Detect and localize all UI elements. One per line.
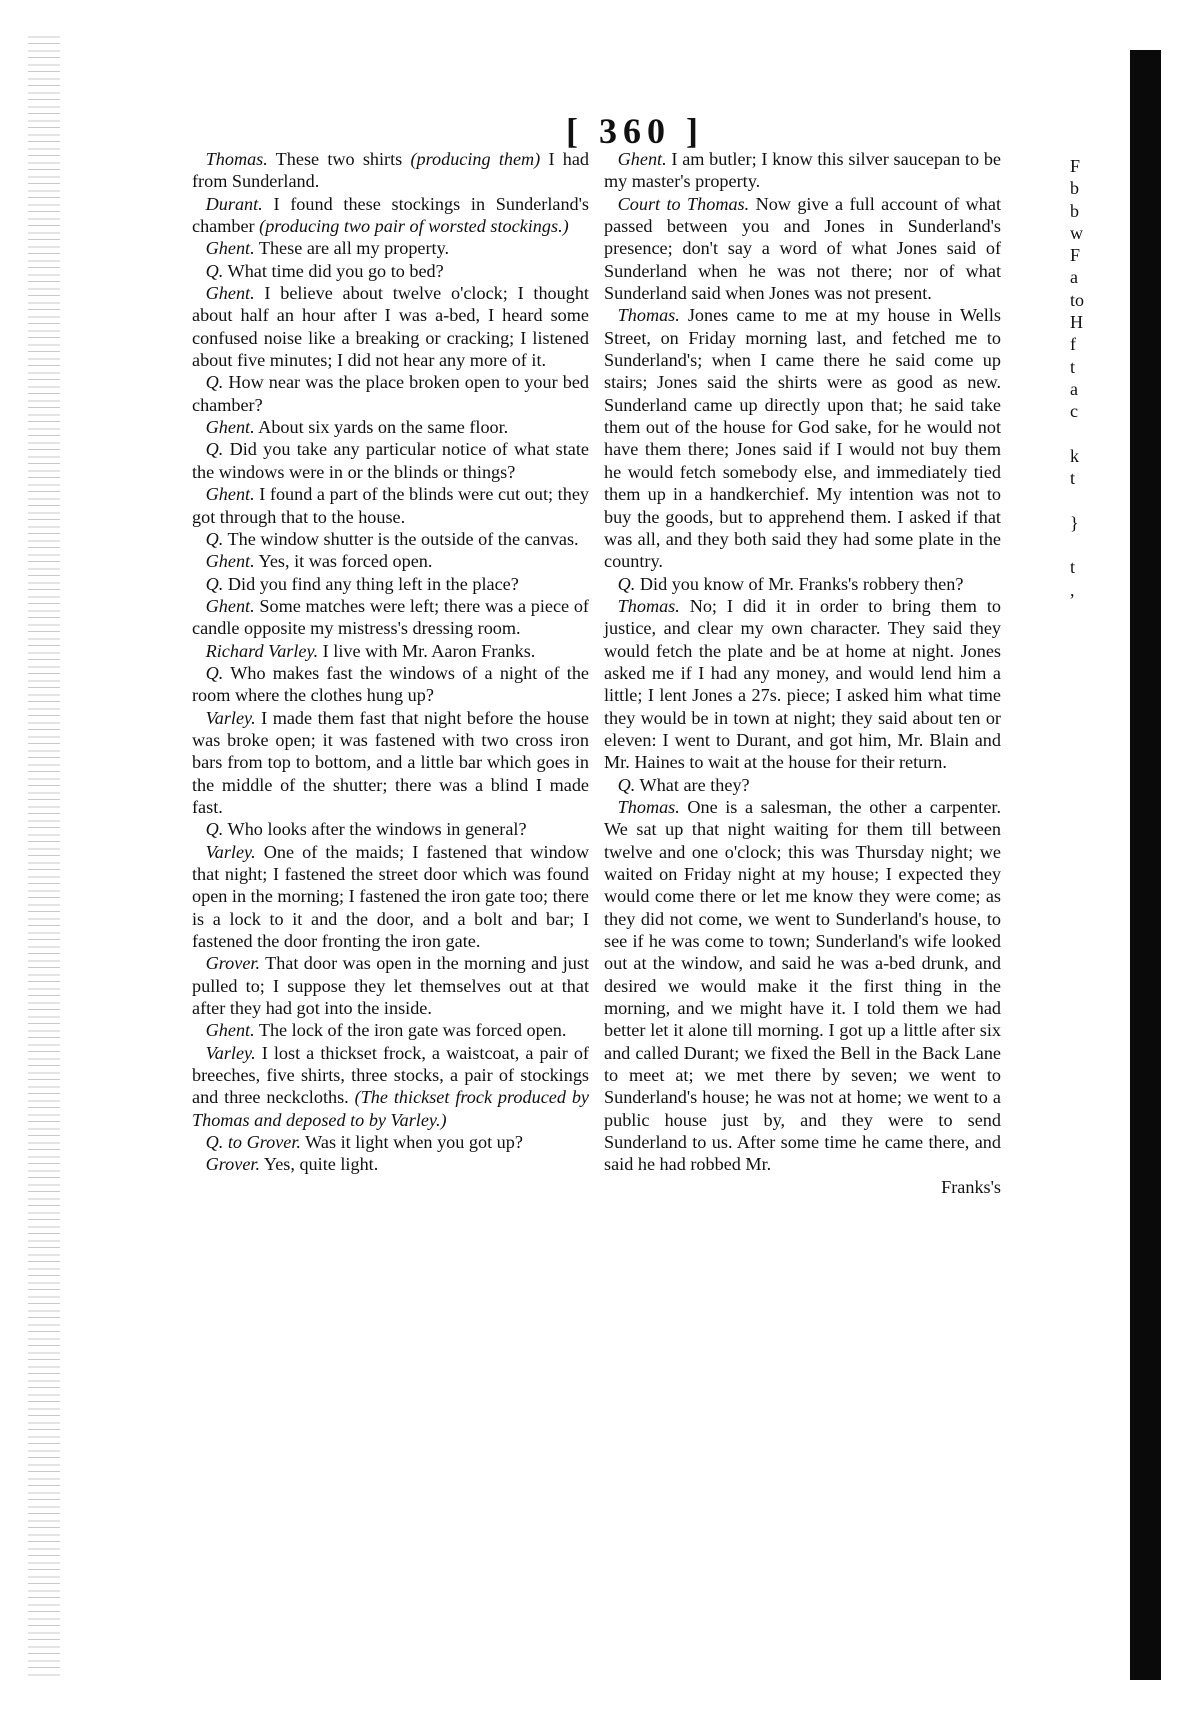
testimony-paragraph (604, 148, 1001, 193)
testimony-paragraph (192, 640, 589, 662)
testimony-paragraph (192, 237, 589, 259)
speaker-name: Ghent. (205, 238, 255, 259)
bleed-letter: } (1070, 512, 1079, 533)
testimony-text: I am butler; I know this silver saucepan to be my master's property. (604, 149, 1001, 192)
testimony-text: The window shutter is the outside of the canvas. (223, 528, 579, 549)
speaker-name: Ghent. (205, 484, 255, 505)
testimony-text: Did you take any particular notice of what state the windows were in or the blinds or things? (192, 439, 589, 482)
speaker-name: Varley. (205, 1042, 256, 1063)
testimony-text: I found these stockings in Sunderland's chamber (192, 193, 589, 237)
scan-left-edge (28, 30, 60, 1680)
page-number: [ 360 ] (566, 111, 704, 151)
testimony-paragraph (192, 1042, 589, 1131)
testimony-text: I believe about twelve o'clock; I thought about half an hour after I was a-bed, I heard some confused noise like a breaking or cracking; I listened about five minutes; I did not hear any more of it. (192, 283, 589, 371)
bleed-letter: , (1070, 579, 1075, 600)
speaker-name: Q. (205, 528, 224, 549)
testimony-text: I made them fast that night before the house was broke open; it was fastened with two cross iron bars from top to bottom, and a little bar which goes in the middle of the shutter; there was a blind I made fast. (192, 707, 589, 817)
testimony-text: About six yards on the same floor. (254, 417, 509, 438)
facing-page-bleed (1070, 155, 1120, 601)
testimony-paragraph (192, 282, 589, 371)
speaker-name: Ghent. (205, 417, 255, 438)
bleed-letter: b (1070, 200, 1079, 221)
stage-direction: (producing two pair of worsted stockings.) (259, 216, 569, 237)
testimony-text: Did you know of Mr. Franks's robbery then? (635, 573, 964, 594)
catchword: Franks's (941, 1176, 1001, 1197)
speaker-name: Ghent. (205, 1020, 255, 1041)
testimony-paragraph (604, 595, 1001, 774)
bleed-letter: c (1070, 401, 1078, 422)
testimony-text: Who makes fast the windows of a night of the room where the clothes hung up? (192, 662, 589, 706)
speaker-name: Q. (617, 774, 636, 795)
testimony-paragraph (192, 371, 589, 416)
speaker-name: Grover. (205, 1154, 261, 1175)
speaker-name: Court to Thomas. (617, 193, 750, 214)
bleed-letter: F (1070, 245, 1081, 266)
speaker-name: Q. (205, 439, 224, 460)
testimony-paragraph (192, 1019, 589, 1041)
bleed-letter: H (1070, 312, 1083, 333)
speaker-name: Q. (205, 573, 224, 594)
speaker-name: Q. to Grover. (205, 1132, 301, 1153)
testimony-text: The lock of the iron gate was forced open. (254, 1020, 567, 1041)
testimony-paragraph (192, 416, 589, 438)
testimony-paragraph (192, 260, 589, 282)
testimony-text: I had from Sunderland. (192, 149, 589, 192)
speaker-name: Varley. (205, 707, 256, 728)
speaker-name: Thomas. (617, 595, 680, 616)
bleed-letter: t (1070, 356, 1076, 377)
speaker-name: Grover. (205, 953, 261, 974)
testimony-paragraph (192, 1131, 589, 1153)
testimony-paragraph (192, 528, 589, 550)
testimony-paragraph (192, 148, 589, 193)
testimony-paragraph (192, 550, 589, 572)
speaker-name: Ghent. (617, 149, 667, 169)
testimony-text: One is a salesman, the other a carpenter. We sat up that night waiting for them till between twelve and one o'clock; this was Thursday night; we waited on Friday night at my house; I expected they would come there or let me know they were come; as they did not come, we went to Sunderland's house, to see if he was come to town; Sunderland's wife looked out at the window, and said he was a-bed drunk, and desired we would make it the first thing in the morning, and we might have it. I told them we had better let it alone till morning. I got up a little after six and called Durant; we fixed the Bell in the Back Lane to meet at; we met there by seven; we went to Sunderland's house; he was not at home; we went to a public house just by, and they were to send Sunderland to us. After some time he came there, and said he had robbed Mr. (604, 796, 1001, 1175)
speaker-name: Richard Varley. (205, 640, 319, 661)
speaker-name: Thomas. (617, 305, 680, 326)
testimony-text: Who looks after the windows in general? (223, 819, 527, 840)
testimony-paragraph (604, 304, 1001, 572)
bleed-letter: F (1070, 156, 1081, 176)
testimony-text: Yes, it was forced open. (254, 551, 433, 572)
bleed-letter: b (1070, 178, 1079, 199)
testimony-text: How near was the place broken open to your bed chamber? (192, 372, 589, 415)
stage-direction: (producing them) (410, 149, 541, 169)
bleed-letter: a (1070, 267, 1078, 288)
speaker-name: Ghent. (205, 283, 255, 304)
testimony-text: One of the maids; I fastened that window that night; I fastened the street door which was found open in the morning; I fastened the iron gate too; there is a lock to it and the door, and a bolt and bar; I fastened the door fronting the iron gate. (192, 841, 589, 952)
right-column (604, 148, 1001, 1198)
testimony-text: What are they? (635, 774, 750, 795)
testimony-paragraph (192, 952, 589, 1019)
bleed-letter: t (1070, 468, 1076, 489)
testimony-paragraph (604, 193, 1001, 305)
testimony-text: That door was open in the morning and just pulled to; I suppose they let themselves out at that after they had got into the inside. (192, 953, 589, 1019)
speaker-name: Ghent. (205, 595, 255, 616)
testimony-text: Did you find any thing left in the place? (223, 573, 519, 594)
bleed-letter (1070, 534, 1120, 556)
testimony-text: No; I did it in order to bring them to justice, and clear my own character. They said they would fetch the plate and be at home at night. Jones asked me if I had any money, and would lend him a little; I lent Jones a 27s. piece; I asked him what time they would be in town at night; they said about ten or eleven: I went to Durant, and got him, Mr. Blain and Mr. Haines to wait at the house for their return. (604, 595, 1001, 773)
testimony-paragraph (604, 573, 1001, 595)
speaker-name: Thomas. (205, 149, 268, 169)
speaker-name: Q. (205, 819, 224, 840)
testimony-text: What time did you go to bed? (223, 260, 444, 281)
bleed-letter (1070, 489, 1120, 511)
speaker-name: Durant. (205, 193, 263, 214)
testimony-paragraph (192, 707, 589, 819)
speaker-name: Ghent. (205, 551, 255, 572)
testimony-text: Some matches were left; there was a piece of candle opposite my mistress's dressing room. (192, 595, 589, 639)
bleed-letter: a (1070, 378, 1078, 399)
speaker-name: Q. (205, 662, 224, 683)
testimony-text: I found a part of the blinds were cut out; they got through that to the house. (192, 484, 589, 527)
testimony-paragraph (192, 573, 589, 595)
testimony-paragraph (192, 662, 589, 707)
testimony-paragraph (192, 818, 589, 840)
bleed-letter: w (1070, 222, 1083, 243)
bleed-letter: k (1070, 445, 1079, 466)
testimony-paragraph (192, 841, 589, 953)
testimony-text: I live with Mr. Aaron Franks. (318, 640, 536, 661)
stage-direction: (The thickset frock produced by Thomas and deposed to by Varley.) (192, 1087, 590, 1130)
testimony-paragraph (192, 595, 589, 640)
speaker-name: Varley. (205, 841, 256, 862)
testimony-paragraph (192, 1153, 589, 1175)
speaker-name: Q. (205, 372, 224, 393)
bleed-letter: to (1070, 289, 1085, 310)
testimony-text: These two shirts (267, 149, 411, 169)
testimony-paragraph (192, 483, 589, 528)
testimony-text: Jones came to me at my house in Wells Street, on Friday morning last, and fetched me to Sunderland's; when I came there he said come up stairs; Jones said the shirts were as good as new. Sunderland came up directly upon that; he said take them out of the house for God sake, for he would not have them there; Jones said if I would not buy them he would fetch somebody else, and immediately tied them up in a handkerchief. My intention was not to buy the goods, but to apprehend them. I asked if that was all, and they both said they had some plate in the country. (604, 305, 1001, 572)
testimony-text: These are all my property. (254, 238, 450, 259)
scan-right-bar (1130, 50, 1161, 1680)
testimony-text: I lost a thickset frock, a waistcoat, a pair of breeches, five shirts, three stocks, a pair of stockings and three neckcloths. (192, 1042, 589, 1108)
testimony-text: Was it light when you got up? (300, 1132, 523, 1153)
bleed-letter: f (1070, 334, 1076, 355)
speaker-name: Q. (205, 260, 224, 281)
bleed-letter: t (1070, 557, 1076, 578)
bleed-letter (1070, 423, 1120, 445)
speaker-name: Thomas. (617, 796, 680, 817)
speaker-name: Q. (617, 573, 636, 594)
left-column (192, 148, 589, 1176)
testimony-paragraph (604, 796, 1001, 1176)
testimony-paragraph (192, 193, 589, 238)
testimony-paragraph (604, 774, 1001, 796)
testimony-paragraph (192, 438, 589, 483)
testimony-text: Now give a full account of what passed between you and Jones in Sunderland's presence; don't say a word of what Jones said of Sunderland when he was not there; nor of what Sunderland said when Jones was not present. (604, 193, 1001, 304)
testimony-text: Yes, quite light. (260, 1154, 379, 1175)
